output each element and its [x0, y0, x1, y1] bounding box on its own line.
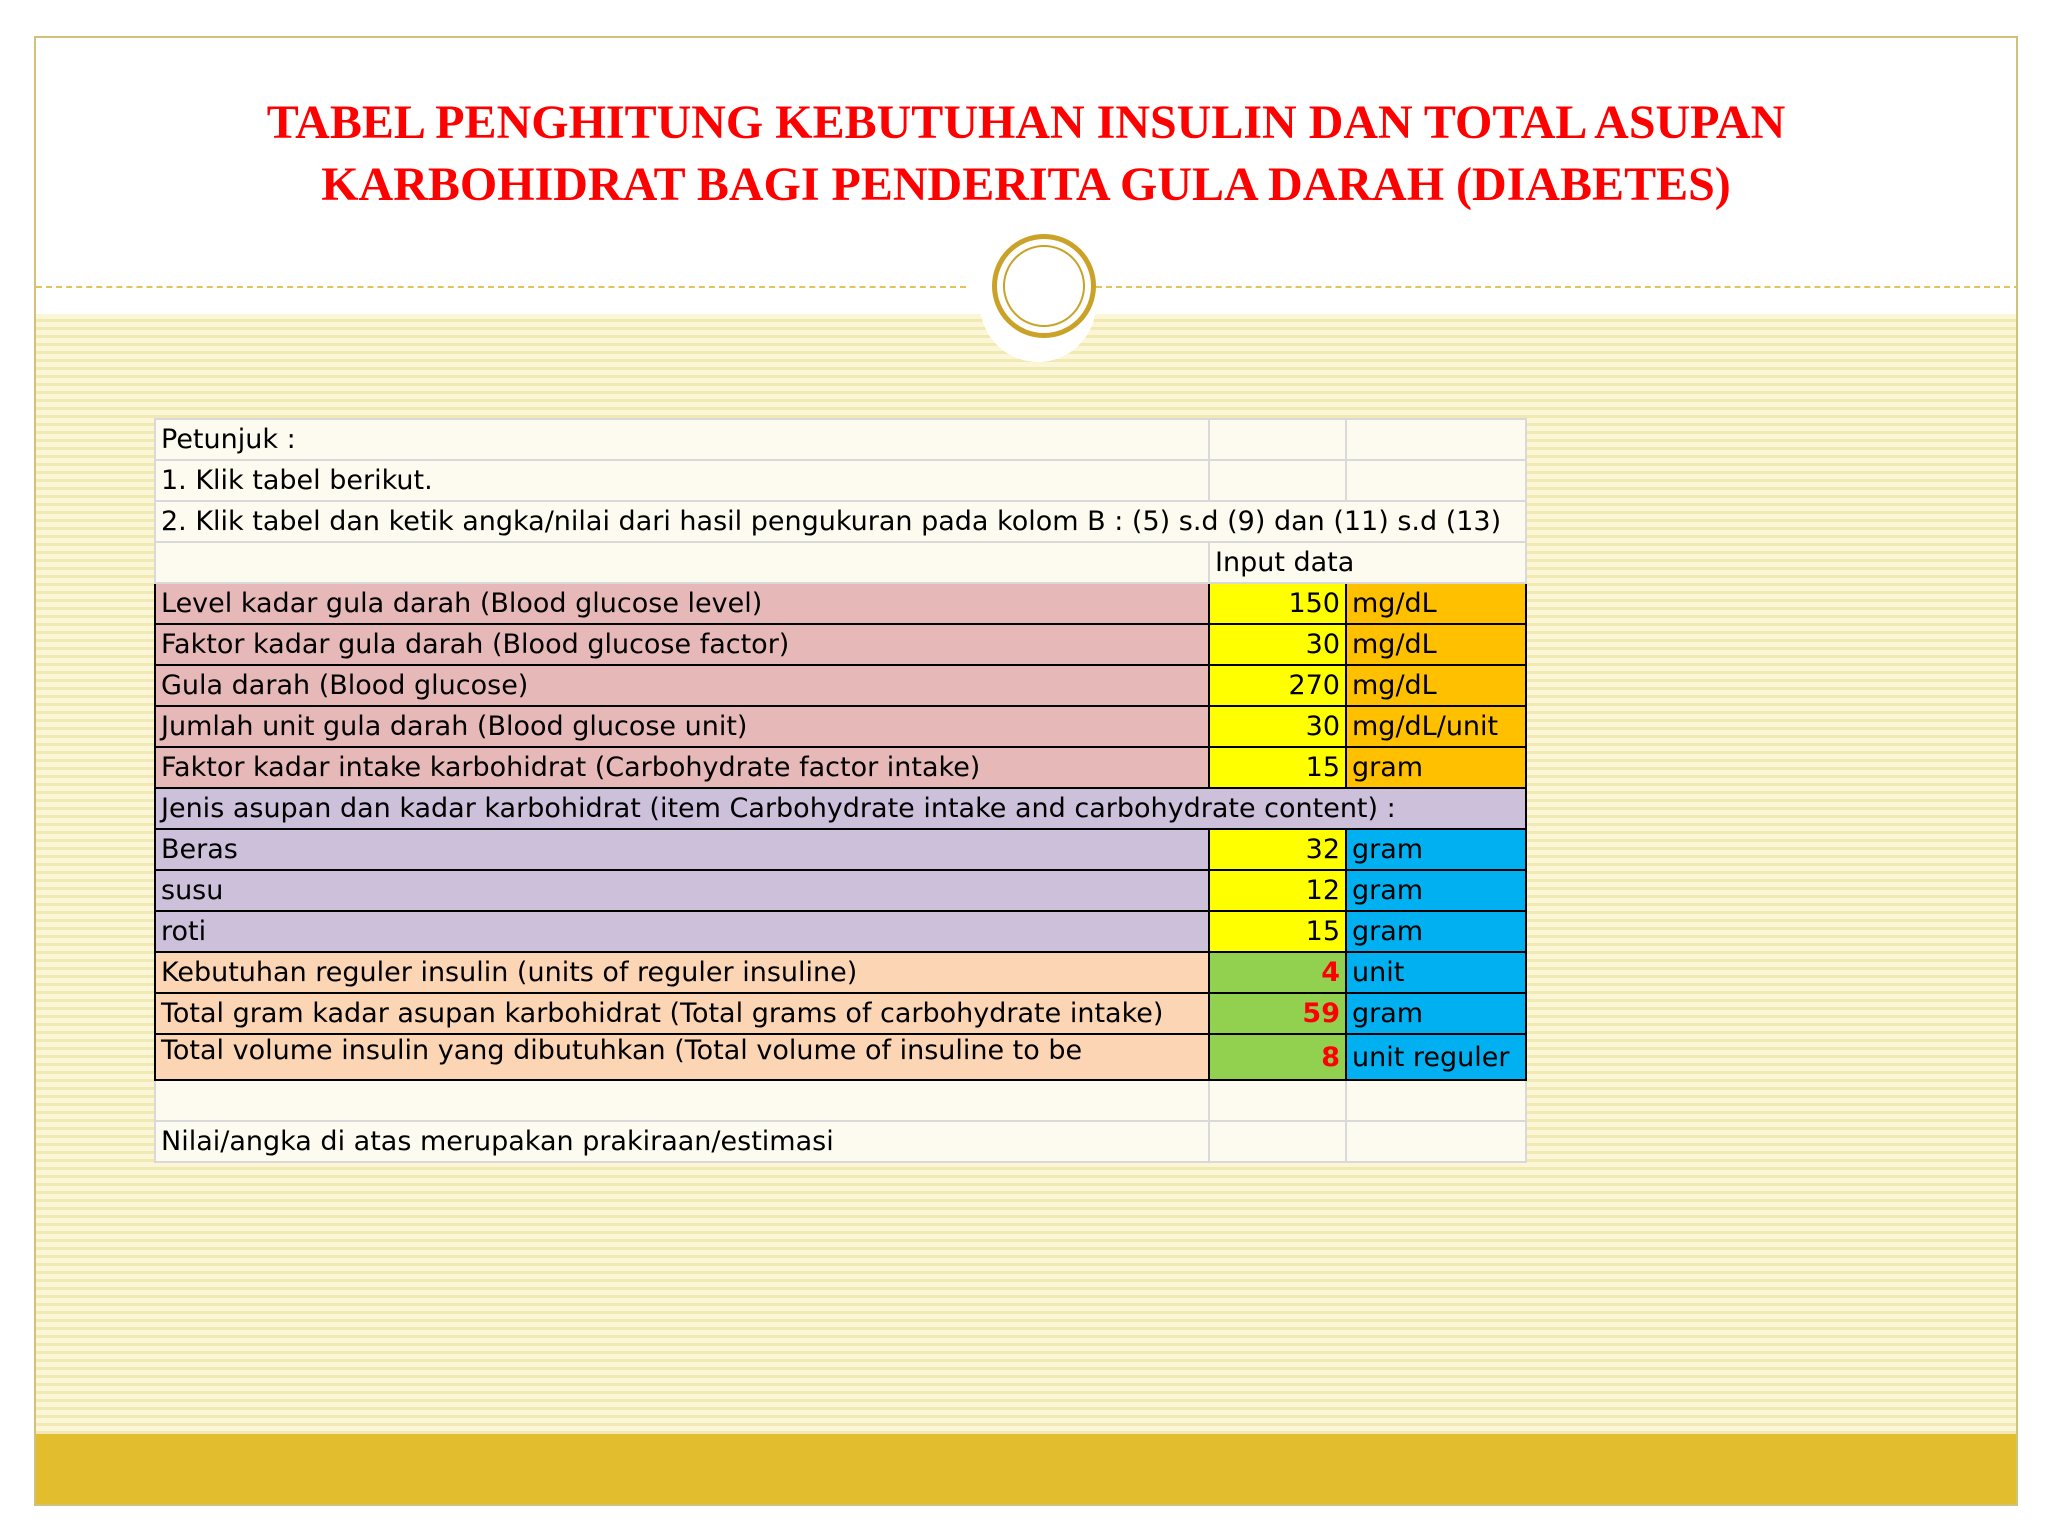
table-row — [155, 706, 1526, 747]
result-label[interactable]: Total volume insulin yang dibutuhkan (Total volume of insuline to be — [155, 1034, 1209, 1080]
result-unit[interactable]: gram — [1346, 993, 1526, 1034]
table-row — [155, 870, 1526, 911]
table-row — [155, 1034, 1526, 1080]
instruction-row — [155, 419, 1526, 460]
intake-label[interactable]: roti — [155, 911, 1209, 952]
intake-heading-row — [155, 788, 1526, 829]
result-unit[interactable]: unit — [1346, 952, 1526, 993]
result-label[interactable]: Kebutuhan reguler insulin (units of reguler insuline) — [155, 952, 1209, 993]
empty-cell[interactable] — [1346, 460, 1526, 501]
intake-label[interactable]: susu — [155, 870, 1209, 911]
intake-value-input[interactable]: 12 — [1209, 870, 1346, 911]
factor-value-input[interactable]: 270 — [1209, 665, 1346, 706]
factor-label[interactable]: Level kadar gula darah (Blood glucose level) — [155, 583, 1209, 624]
factor-unit[interactable]: mg/dL — [1346, 624, 1526, 665]
intake-unit[interactable]: gram — [1346, 911, 1526, 952]
empty-cell[interactable] — [155, 542, 1209, 583]
factor-value-input[interactable]: 30 — [1209, 624, 1346, 665]
result-value[interactable]: 4 — [1209, 952, 1346, 993]
empty-cell[interactable] — [1209, 1121, 1346, 1162]
instruction-heading[interactable]: Petunjuk : — [155, 419, 1209, 460]
insulin-calculator-table — [154, 418, 1527, 1163]
empty-cell[interactable] — [1209, 419, 1346, 460]
factor-unit[interactable]: mg/dL/unit — [1346, 706, 1526, 747]
factor-value-input[interactable]: 15 — [1209, 747, 1346, 788]
result-value[interactable]: 59 — [1209, 993, 1346, 1034]
result-label[interactable]: Total gram kadar asupan karbohidrat (Total grams of carbohydrate intake) — [155, 993, 1209, 1034]
table-row — [155, 911, 1526, 952]
instruction-row — [155, 460, 1526, 501]
circle-ornament-icon — [992, 234, 1096, 338]
intake-value-input[interactable]: 32 — [1209, 829, 1346, 870]
slide — [34, 36, 2018, 1506]
slide-title — [36, 92, 2016, 216]
result-value[interactable]: 8 — [1209, 1034, 1346, 1080]
factor-unit[interactable]: mg/dL — [1346, 583, 1526, 624]
intake-unit[interactable]: gram — [1346, 870, 1526, 911]
factor-unit[interactable]: gram — [1346, 747, 1526, 788]
factor-label[interactable]: Faktor kadar gula darah (Blood glucose factor) — [155, 624, 1209, 665]
intake-heading[interactable]: Jenis asupan dan kadar karbohidrat (item Carbohydrate intake and carbohydrate content) : — [155, 788, 1526, 829]
estimate-note[interactable]: Nilai/angka di atas merupakan prakiraan/estimasi — [155, 1121, 1209, 1162]
factor-label[interactable]: Jumlah unit gula darah (Blood glucose unit) — [155, 706, 1209, 747]
table-row — [155, 665, 1526, 706]
empty-cell[interactable] — [1346, 419, 1526, 460]
table-row — [155, 952, 1526, 993]
divider-right — [1096, 286, 2018, 288]
empty-cell[interactable] — [1209, 1080, 1346, 1121]
factor-unit[interactable]: mg/dL — [1346, 665, 1526, 706]
footer-band — [36, 1434, 2016, 1504]
empty-cell[interactable] — [1346, 1080, 1526, 1121]
table-row — [155, 624, 1526, 665]
input-header-row — [155, 542, 1526, 583]
factor-value-input[interactable]: 150 — [1209, 583, 1346, 624]
spacer-row — [155, 1080, 1526, 1121]
intake-value-input[interactable]: 15 — [1209, 911, 1346, 952]
empty-cell[interactable] — [155, 1080, 1209, 1121]
table-row — [155, 829, 1526, 870]
note-row — [155, 1121, 1526, 1162]
table-row — [155, 993, 1526, 1034]
instruction-step-2[interactable]: 2. Klik tabel dan ketik angka/nilai dari hasil pengukuran pada kolom B : (5) s.d (9) dan (11) s.d (13) — [155, 501, 1526, 542]
factor-label[interactable]: Faktor kadar intake karbohidrat (Carbohydrate factor intake) — [155, 747, 1209, 788]
result-unit[interactable]: unit reguler — [1346, 1034, 1526, 1080]
divider-left — [36, 286, 966, 288]
instruction-step-1[interactable]: 1. Klik tabel berikut. — [155, 460, 1209, 501]
slide-title-line-1: TABEL PENGHITUNG KEBUTUHAN INSULIN DAN TOTAL ASUPAN — [266, 96, 1786, 149]
table-row — [155, 747, 1526, 788]
factor-value-input[interactable]: 30 — [1209, 706, 1346, 747]
intake-label[interactable]: Beras — [155, 829, 1209, 870]
slide-title-line-2: KARBOHIDRAT BAGI PENDERITA GULA DARAH (DIABETES) — [321, 158, 1731, 211]
table-row — [155, 583, 1526, 624]
instruction-row — [155, 501, 1526, 542]
factor-label[interactable]: Gula darah (Blood glucose) — [155, 665, 1209, 706]
intake-unit[interactable]: gram — [1346, 829, 1526, 870]
empty-cell[interactable] — [1209, 460, 1346, 501]
input-data-header[interactable]: Input data — [1209, 542, 1526, 583]
empty-cell[interactable] — [1346, 1121, 1526, 1162]
